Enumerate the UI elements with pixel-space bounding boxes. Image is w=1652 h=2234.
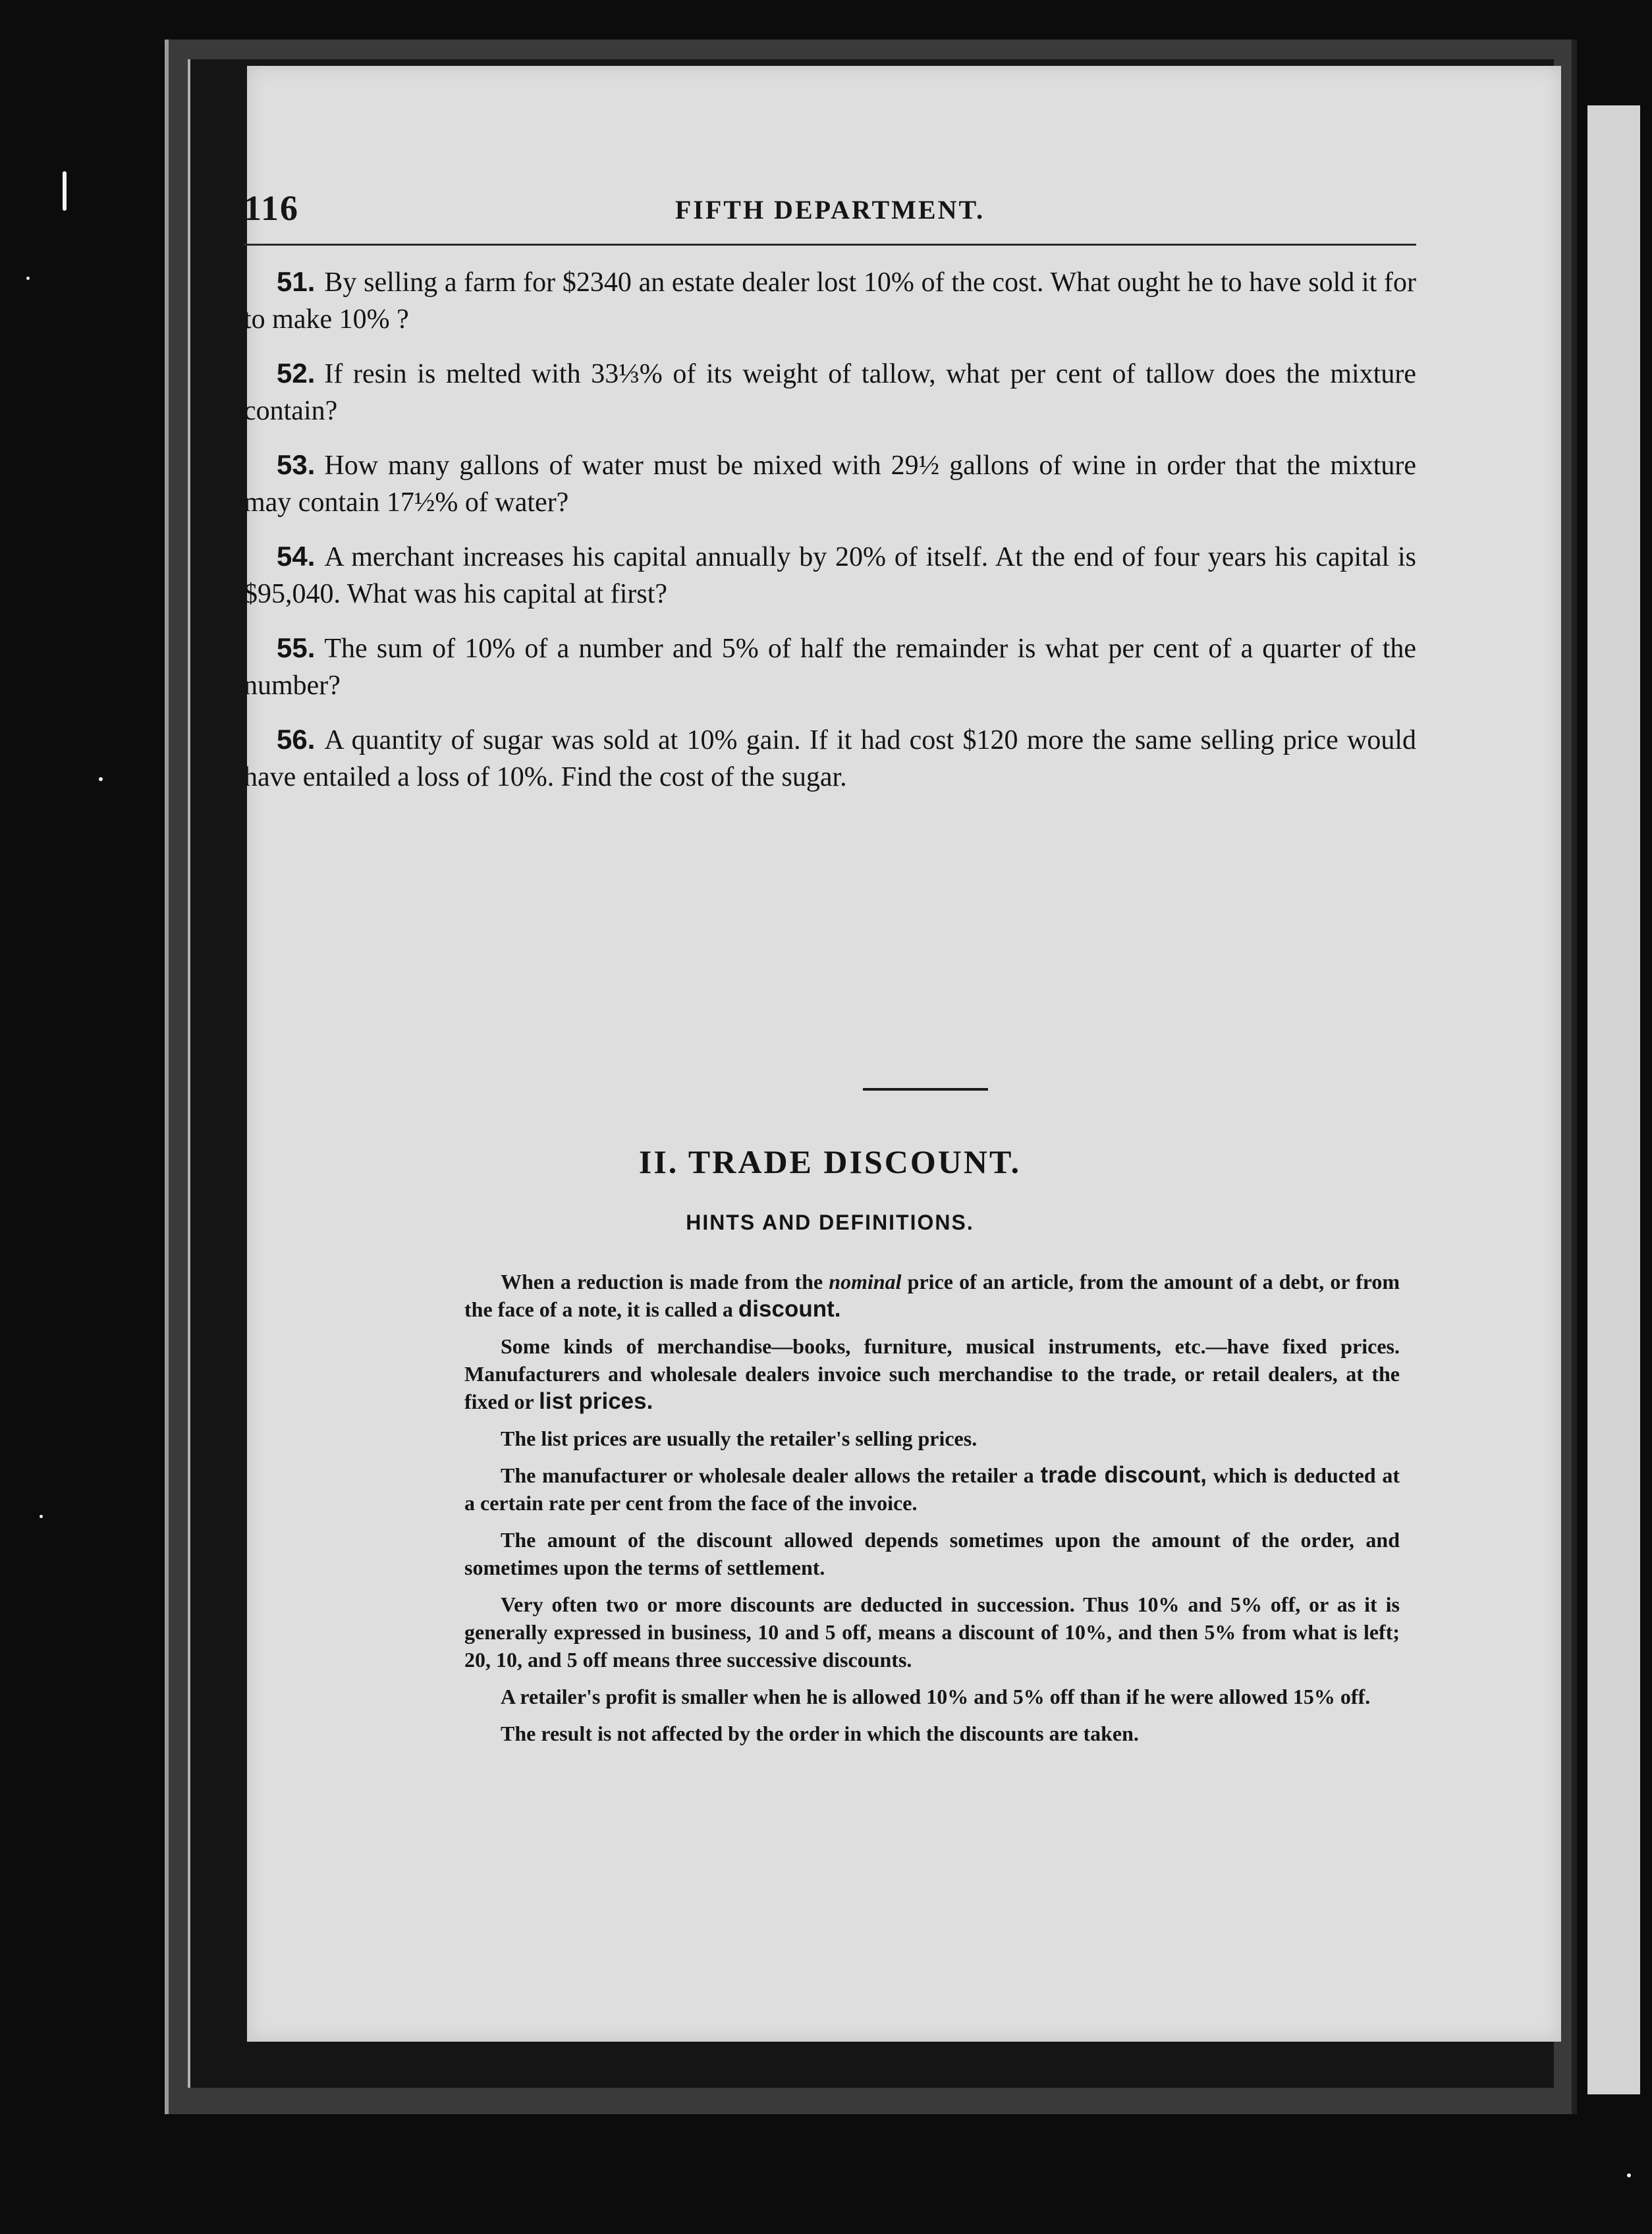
defined-term: list prices. <box>539 1388 653 1414</box>
hint-paragraph: Very often two or more discounts are deducted in succession. Thus 10% and 5% off, or as it is generally expressed in business, 10 and 5 off, means a discount of 10%, and then 5% from what is left; 20, 10, and 5 off means three successive discounts. <box>464 1593 1400 1672</box>
problem-55 <box>244 630 1416 704</box>
problem-text: If resin is melted with 33⅓% of its weight of tallow, what per cent of tallow does the mixture contain? <box>244 359 1416 426</box>
hint-text: which is deducted at a certain rate per cent from the face of the invoice. <box>464 1463 1400 1515</box>
page-number: 116 <box>244 188 300 228</box>
running-head: FIFTH DEPARTMENT. <box>675 195 985 225</box>
hint-emphasis: nominal <box>829 1270 902 1294</box>
problem-number: 54. <box>277 541 316 572</box>
problem-54 <box>244 538 1416 613</box>
scan-speck <box>40 1515 43 1518</box>
section-title: II. TRADE DISCOUNT. <box>638 1143 1022 1180</box>
scan-speck <box>1627 2173 1631 2177</box>
hint-paragraph <box>464 1461 1400 1517</box>
problem-number: 53. <box>277 449 316 480</box>
scan-speck <box>26 277 30 280</box>
hint-text: When a reduction is made from the <box>501 1270 823 1294</box>
facing-page-edge <box>1587 105 1640 2094</box>
problem-text: How many gallons of water must be mixed with 29½ gallons of wine in order that the mixture may contain 17½% of water? <box>244 450 1416 518</box>
defined-term: trade discount, <box>1040 1462 1207 1488</box>
problem-number: 52. <box>277 358 316 389</box>
problem-number: 51. <box>277 266 316 297</box>
problem-list <box>244 263 1416 813</box>
problem-53 <box>244 447 1416 521</box>
problem-text: A quantity of sugar was sold at 10% gain. If it had cost $120 more the same selling price would have entailed a loss of 10%. Find the cost of the sugar. <box>244 725 1416 792</box>
problem-text: By selling a farm for $2340 an estate dealer lost 10% of the cost. What ought he to have sold it for to make 10% ? <box>244 267 1416 335</box>
scan-speck <box>63 171 67 211</box>
problem-56 <box>244 721 1416 796</box>
header-rule <box>244 244 1416 246</box>
problem-number: 56. <box>277 724 316 755</box>
problem-51 <box>244 263 1416 338</box>
hints-and-definitions <box>464 1268 1400 1757</box>
problem-52 <box>244 355 1416 429</box>
problem-text: The sum of 10% of a number and 5% of half the remainder is what per cent of a quarter of the number? <box>244 634 1416 701</box>
section-divider <box>863 1088 988 1091</box>
hint-paragraph: The result is not affected by the order in which the discounts are taken. <box>501 1722 1139 1745</box>
problem-number: 55. <box>277 632 316 663</box>
hint-paragraph <box>464 1268 1400 1323</box>
section-subtitle: HINTS AND DEFINITIONS. <box>686 1211 974 1234</box>
hint-text: The manufacturer or wholesale dealer allows the retailer a <box>501 1463 1034 1487</box>
scan-speck <box>99 777 103 781</box>
defined-term: discount. <box>738 1296 841 1322</box>
hint-paragraph: The amount of the discount allowed depends sometimes upon the amount of the order, and sometimes upon the terms of settlement. <box>464 1528 1400 1579</box>
page-header <box>244 188 1416 240</box>
hint-paragraph: A retailer's profit is smaller when he is allowed 10% and 5% off than if he were allowed 15% off. <box>501 1685 1371 1708</box>
hint-paragraph: The list prices are usually the retailer's selling prices. <box>501 1427 977 1450</box>
hint-paragraph <box>464 1332 1400 1415</box>
problem-text: A merchant increases his capital annually by 20% of itself. At the end of four years his capital is $95,040. What was his capital at first? <box>244 542 1416 609</box>
hint-text: Some kinds of merchandise—books, furniture, musical instruments, etc.—have fixed prices. Manufacturers and wholesale dealers invoice such merchandise to the trade, or retail dealers, at the fixed or <box>464 1334 1400 1413</box>
hint-text: price of an article, from the amount of a debt, or from the face of a note, it is called a <box>464 1270 1400 1321</box>
